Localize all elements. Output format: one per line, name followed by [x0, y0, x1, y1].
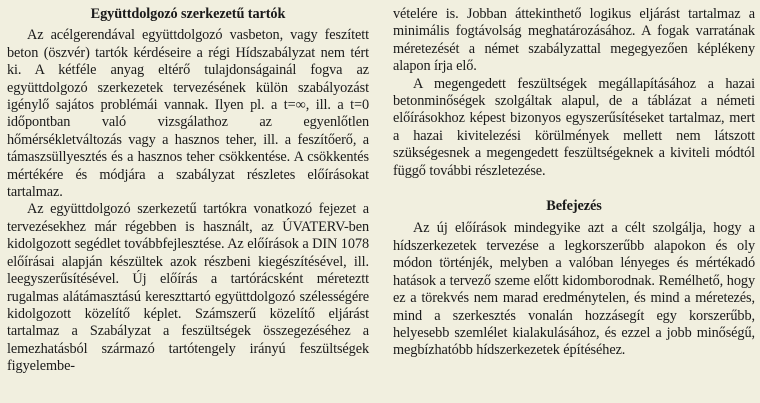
section-heading-conclusion: Befejezés	[546, 198, 602, 215]
paragraph-allowable-stresses: A megengedett feszültségek megállapításához a hazai betonminőségek szolgáltak alapul, de a táblázat a németi előírásokhoz képest bizonyos egyszerűsítéseket tartalmaz, mert a hazai kivitelezési körülmények mellett nem látszott szükségesnek a megengedett feszültségeknek a kiviteli módtól függő további részletezése.	[393, 75, 755, 179]
paragraph-conclusion: Az új előírások mindegyike azt a célt szolgálja, hogy a hídszerkezetek tervezése a legkorszerűbb alapokon és oly módon történjék, melyben a valóban lényeges és mértékadó hatások a tervező szeme előtt kidomborodnak. Remélhető, hogy ez a törekvés nem marad eredménytelen, és mind a méretezés, mind a szerkesztés vonalán hozzásegít egy korszerűbb, helyesebb szemlélet kialakulásához, és ezzel a jobb minőségű, megbízhatóbb hídszerkezetek építéséhez.	[393, 220, 755, 359]
left-column	[7, 6, 369, 376]
right-column	[393, 6, 755, 360]
paragraph-composite-intro: Az acélgerendával együttdolgozó vasbeton, vagy feszített beton (öszvér) tartók kérdéseire a régi Hídszabályzat nem tért ki. A kétféle anyag eltérő tulajdonságainál fogva az együttdolgozó szerkezetek tervezésének külön szabályozást igénylő sajátos problémái vannak. Ilyen pl. a t=∞, ill. a t=0 időpontban való vizsgálathoz az egyenlőtlen hőmérsékletváltozás vagy a hasznos teher, ill. a feszítőerő, a támaszsüllyesztés és a hasznos teher csökkentése. A csökkentés mértékére és módjára a szabályzat részletes előírásokat tartalmaz.	[7, 27, 369, 201]
section-heading-composite-girders: Együttdolgozó szerkezetű tartók	[90, 6, 286, 22]
paragraph-composite-chapter: Az együttdolgozó szerkezetű tartókra vonatkozó fejezet a tervezésekhez már régebben is használt, az ÚVATERV-ben kidolgozott segédlet továbbfejlesztése. Az előírások a DIN 1078 előírásai alapján készültek azok részbeni kiegészítésével, ill. leegyszerűsítésével. Új előírás a tartórácsként méreteztt rugalmas alátámasztású kereszttartó együttdolgozó szélességére kidolgozott közelítő képlet. Számszerű közelítő eljárást tartalmaz a Szabályzat a feszültségek összegezéséhez a lemezhatásból származó tartótengely irányú feszültségek figyelembe-	[7, 201, 369, 375]
paragraph-continuation: vételére is. Jobban áttekinthető logikus eljárást tartalmaz a minimális fogtávolság meghatározásához. A fogak varratának méretezését a német szabályzattal megegyezően képlékeny alapon írja elő.	[393, 6, 755, 75]
